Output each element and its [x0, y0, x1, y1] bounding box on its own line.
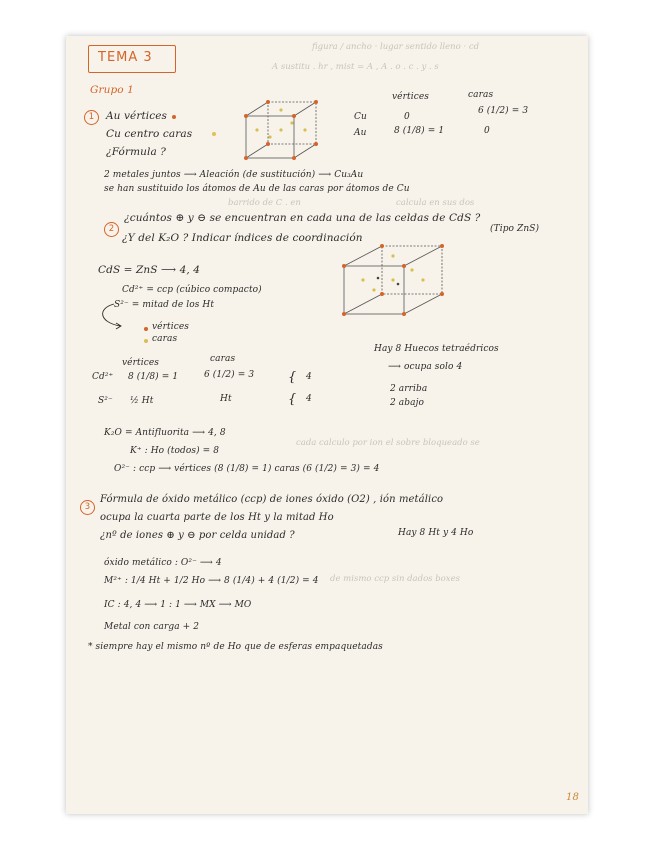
q1-row-cu-label: Cu [354, 112, 367, 122]
bleed-text: de mismo ccp sin dados boxes [330, 574, 460, 584]
question-number-2: 2 [104, 222, 119, 237]
q1-row-au-vertices: 8 (1/8) = 1 [394, 126, 445, 136]
q3-line-2: ocupa la cuarta parte de los Ht y la mitad Ho [100, 512, 334, 523]
q1-row-cu-caras: 6 (1/2) = 3 [478, 106, 529, 116]
bleed-text: barrido de C . en [228, 198, 301, 208]
bleed-text: cada calculo por ion el sobre bloqueado se [296, 438, 480, 448]
q1-answer-1: 2 metales juntos ⟶ Aleación (de sustitución) ⟶ Cu₃Au [104, 170, 364, 180]
q2-s-label: S²⁻ [98, 396, 113, 406]
q2-cd-total: 4 [306, 372, 312, 382]
group-heading: Grupo 1 [90, 84, 134, 96]
q1-line-1: Au vértices [106, 110, 168, 122]
q3-oxido: óxido metálico : O²⁻ ⟶ 4 [104, 558, 222, 568]
vertex-dot-icon [172, 115, 176, 119]
q2-question-2: ¿Y del K₂O ? Indicar índices de coordinación [122, 232, 363, 244]
q2-cd-vertices: 8 (1/8) = 1 [128, 372, 179, 382]
q2-s-vertices: ½ Ht [130, 396, 154, 406]
q2-arriba: 2 arriba [390, 384, 428, 394]
q2-k-line: K⁺ : Ho (todos) = 8 [130, 446, 220, 456]
brace-icon: { [288, 370, 297, 385]
vertex-legend-dot-icon [144, 327, 148, 331]
q2-s-line: S²⁻ = mitad de los Ht [114, 300, 215, 310]
q2-k2o: K₂O = Antifluorita ⟶ 4, 8 [104, 428, 226, 438]
q1-answer-2: se han sustituido los átomos de Au de las caras por átomos de Cu [104, 184, 410, 194]
q1-row-au-caras: 0 [484, 126, 490, 136]
q2-cd-label: Cd²⁺ [92, 372, 114, 382]
bleed-text: A sustitu . hr , mist = A , A . o . c . y . s [272, 62, 439, 72]
q2-cd-line: Cd²⁺ = ccp (cúbico compacto) [122, 285, 262, 295]
q2-legend-vertices: vértices [152, 322, 189, 332]
q2-hay: Hay 8 Huecos tetraédricos [374, 344, 499, 354]
q1-row-cu-vertices: 0 [404, 112, 410, 122]
q2-cds: CdS = ZnS ⟶ 4, 4 [98, 264, 201, 276]
face-dot-icon [212, 132, 216, 136]
q2-o-line: O²⁻ : ccp ⟶ vértices (8 (1/8) = 1) caras (6 (1/2) = 3) = 4 [114, 464, 380, 474]
q3-line-3: ¿nº de iones ⊕ y ⊖ por celda unidad ? [100, 530, 295, 541]
question-number-3: 3 [80, 500, 95, 515]
q2-ocupa: ⟶ ocupa solo 4 [388, 362, 463, 372]
q2-head-caras: caras [210, 354, 236, 364]
fcc-cube-diagram-1 [244, 100, 324, 162]
q2-head-vertices: vértices [122, 358, 159, 368]
page-number: 18 [566, 792, 579, 803]
bleed-text: calcula en sus dos [396, 198, 475, 208]
q2-s-total: 4 [306, 394, 312, 404]
q2-s-caras: Ht [220, 394, 232, 404]
q3-carga: Metal con carga + 2 [104, 622, 200, 632]
q2-abajo: 2 abajo [390, 398, 424, 408]
page-title: TEMA 3 [98, 50, 153, 65]
q3-ic: IC : 4, 4 ⟶ 1 : 1 ⟶ MX ⟶ MO [104, 600, 252, 610]
q3-line-1: Fórmula de óxido metálico (ccp) de iones óxido (O2) , ión metálico [100, 494, 444, 505]
q1-col-head-caras: caras [468, 90, 494, 100]
q3-hay: Hay 8 Ht y 4 Ho [398, 528, 474, 538]
q2-cd-caras: 6 (1/2) = 3 [204, 370, 255, 380]
brace-icon: { [288, 392, 297, 407]
q2-question-1: ¿cuántos ⊕ y ⊖ se encuentran en cada una de las celdas de CdS ? [124, 212, 481, 224]
question-number-1: 1 [84, 110, 99, 125]
curved-arrow-icon [96, 296, 136, 336]
q1-line-2: Cu centro caras [106, 128, 193, 140]
q1-line-3: ¿Fórmula ? [106, 146, 166, 158]
face-legend-dot-icon [144, 339, 148, 343]
q3-note: * siempre hay el mismo nº de Ho que de esferas empaquetadas [88, 642, 383, 652]
fcc-cube-diagram-2 [342, 244, 446, 316]
q2-legend-caras: caras [152, 334, 178, 344]
q2-tipo: (Tipo ZnS) [490, 224, 540, 234]
bleed-text: figura / ancho · lugar sentido lleno · cd [312, 42, 480, 52]
q3-metal: M²⁺ : 1/4 Ht + 1/2 Ho ⟶ 8 (1/4) + 4 (1/2) = 4 [104, 576, 319, 586]
q1-row-au-label: Au [354, 128, 367, 138]
q1-col-head-vertices: vértices [392, 92, 429, 102]
